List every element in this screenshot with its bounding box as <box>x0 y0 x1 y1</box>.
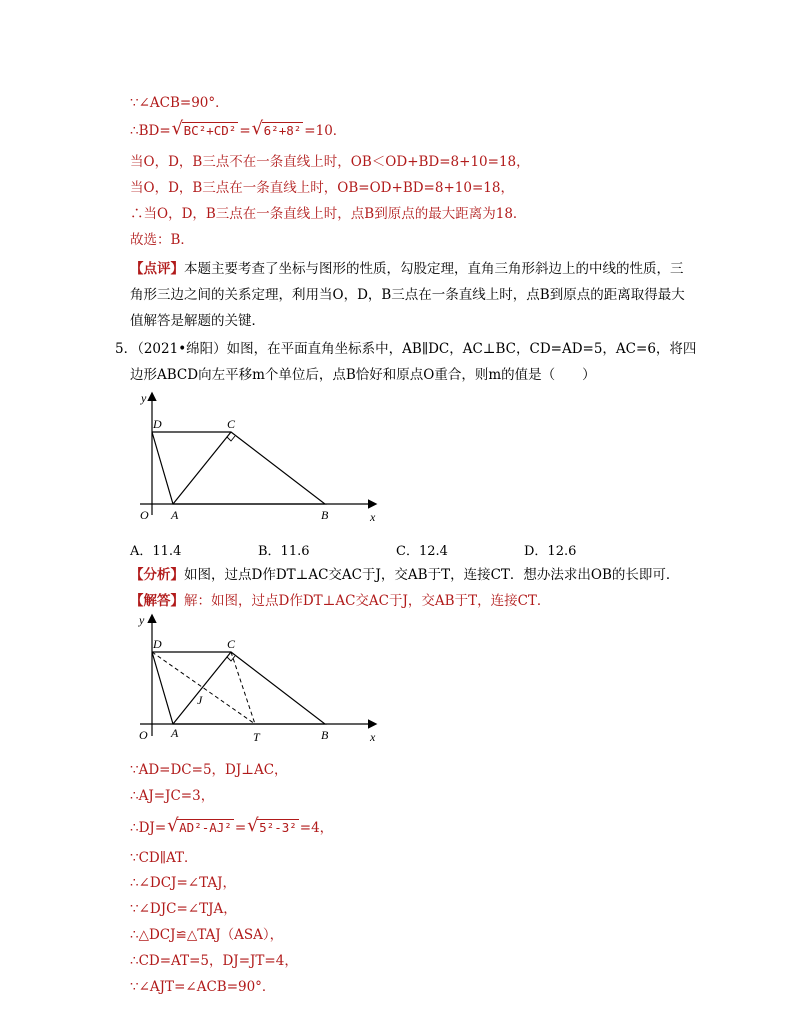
step-line: ∵CD∥AT． <box>130 850 198 866</box>
text-fragment: =4， <box>299 820 334 836</box>
formula-line <box>130 118 347 140</box>
step-line: ∵∠AJT=∠ACB=90°． <box>130 979 276 995</box>
problem-line <box>115 340 696 358</box>
sqrt-expression <box>167 815 234 837</box>
label-d: D <box>153 417 162 431</box>
text-fragment: =10． <box>304 123 347 139</box>
label-a: A <box>171 726 179 740</box>
text-line: 故选：B． <box>130 232 194 248</box>
problem-text: （2021•绵阳）如图，在平面直角坐标系中，AB∥DC，AC⊥BC，CD=AD=5，AC=6，将四 <box>137 341 697 357</box>
label-b: B <box>321 508 329 522</box>
solution-text: 解：如图，过点D作DT⊥AC交AC于J，交AB于T，连接CT． <box>184 593 551 609</box>
quadrilateral-abcd <box>152 432 325 504</box>
choice-d[interactable]: D．12.6 <box>524 544 577 559</box>
radical-sign: √ <box>247 815 259 836</box>
segment-dt-dashed <box>152 652 255 724</box>
step-line: ∵∠DJC=∠TJA， <box>130 901 237 917</box>
text-line: 当O，D，B三点不在一条直线上时，OB＜OD+BD=8+10=18， <box>130 154 530 170</box>
sqrt-expression <box>247 815 299 837</box>
step-line: ∴△DCJ≌△TAJ（ASA）， <box>130 927 284 943</box>
sqrt-expression <box>251 118 304 140</box>
step-line: ∵AD=DC=5，DJ⊥AC， <box>130 762 288 778</box>
label-y: y <box>139 613 145 627</box>
problem-number: 5． <box>115 341 138 357</box>
label-j: J <box>197 693 203 707</box>
radical-sign: √ <box>251 118 264 139</box>
step-line: ∴∠DCJ=∠TAJ， <box>130 875 237 891</box>
radicand: AD²-AJ² <box>179 820 232 835</box>
step-line: ∴AJ=JC=3， <box>130 788 215 804</box>
segment-ac <box>173 432 231 504</box>
formula-line <box>130 815 334 837</box>
review-line <box>130 260 684 278</box>
radical-sign: √ <box>171 118 184 139</box>
label-x: x <box>370 730 376 744</box>
step-line: ∴CD=AT=5，DJ=JT=4， <box>130 953 298 969</box>
figure-1 <box>135 390 385 525</box>
problem-line: 边形ABCD向左平移m个单位后，点B恰好和原点O重合，则m的值是（ ） <box>130 367 596 383</box>
text-fragment: ∴DJ= <box>130 820 167 836</box>
label-a: A <box>171 508 179 522</box>
review-line: 角形三边之间的关系定理，利用当O，D，B三点在一条直线上时，点B到原点的距离取得最大 <box>130 287 685 303</box>
solution-line <box>130 592 550 610</box>
label-y: y <box>141 391 147 405</box>
radicand: 6²+8² <box>263 123 302 138</box>
radicand: 5²-3² <box>259 820 297 835</box>
analysis-line <box>130 566 679 584</box>
text-line: ∴当O，D，B三点在一条直线上时，点B到原点的最大距离为18． <box>130 206 527 222</box>
text-line: 当O，D，B三点在一条直线上时，OB=OD+BD=8+10=18， <box>130 180 514 196</box>
review-line: 值解答是解题的关键． <box>130 313 265 329</box>
choice-b[interactable]: B．11.6 <box>258 544 310 559</box>
text-fragment: = <box>239 123 251 139</box>
choice-a[interactable]: A．11.4 <box>130 544 182 559</box>
review-text: 本题主要考查了坐标与图形的性质，勾股定理，直角三角形斜边上的中线的性质，三 <box>184 261 684 277</box>
solution-tag: 【解答】 <box>130 593 184 609</box>
segment-ct-dashed <box>231 652 255 724</box>
text-fragment: ∴BD= <box>130 123 171 139</box>
segment-ac <box>173 652 231 724</box>
quadrilateral-abcd <box>152 652 325 724</box>
text-line: ∵∠ACB=90°． <box>130 95 229 111</box>
label-d: D <box>153 637 162 651</box>
label-b: B <box>321 728 329 742</box>
right-angle-mark <box>227 436 235 441</box>
label-t: T <box>253 730 260 744</box>
figure-2 <box>135 612 385 747</box>
analysis-text: 如图，过点D作DT⊥AC交AC于J，交AB于T，连接CT．想办法求出OB的长即可． <box>184 567 680 583</box>
label-x: x <box>370 510 376 524</box>
label-o: O <box>139 728 148 742</box>
text-fragment: = <box>234 820 247 836</box>
choice-c[interactable]: C．12.4 <box>396 544 448 559</box>
radicand: BC²+CD² <box>183 123 237 138</box>
label-o: O <box>140 508 149 522</box>
radical-sign: √ <box>167 815 179 836</box>
review-tag: 【点评】 <box>130 261 184 277</box>
label-c: C <box>227 637 236 651</box>
analysis-tag: 【分析】 <box>130 567 184 583</box>
label-c: C <box>227 417 236 431</box>
sqrt-expression <box>171 118 239 140</box>
